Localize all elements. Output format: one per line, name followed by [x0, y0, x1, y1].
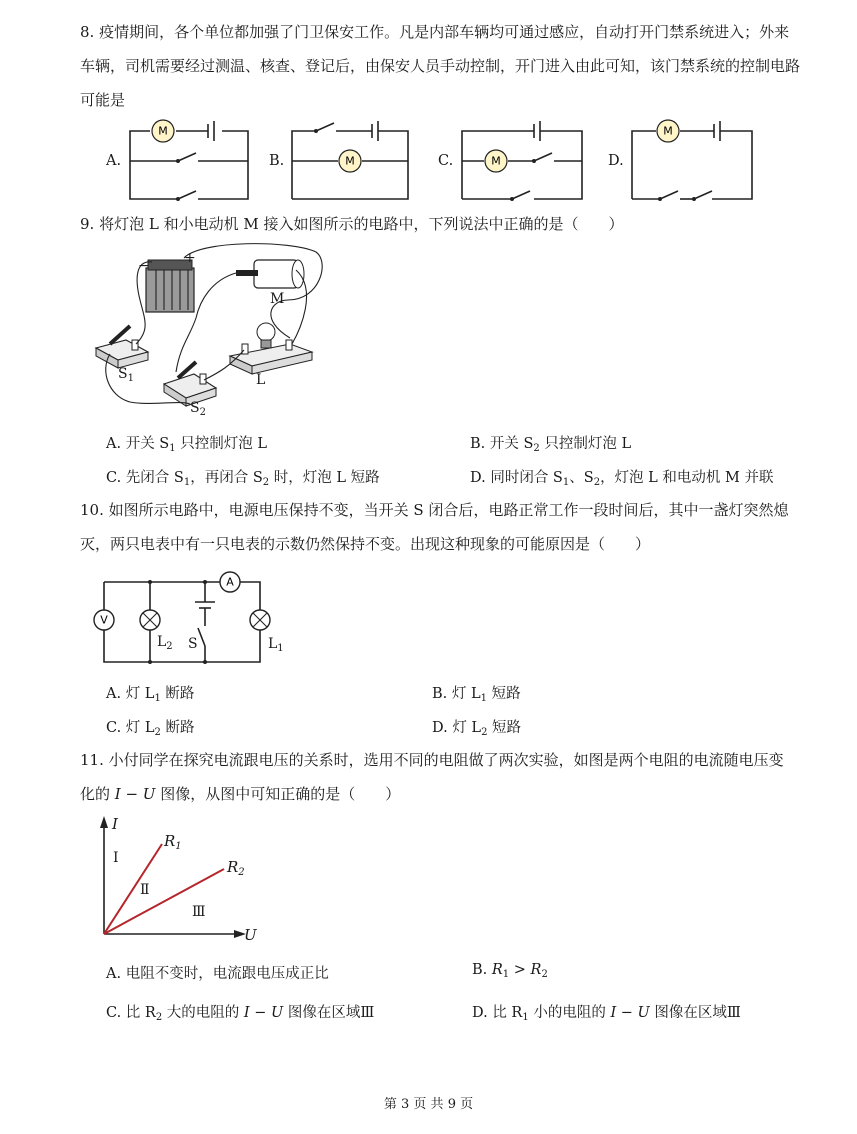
q11-r2-line	[104, 869, 224, 934]
q11-stem-line-1: 11. 小付同学在探究电流跟电压的关系时，选用不同的电阻做了两次实验，如图是两个电阻的电流随电压变	[80, 751, 784, 769]
q9-switch-s2-label: $S_2$	[190, 400, 206, 418]
q8-option-d-label: D.	[608, 153, 624, 169]
q10-lamp-l1-label: $L_1$	[268, 636, 284, 654]
svg-text:M: M	[663, 124, 673, 138]
q11-region-2-label: Ⅱ	[140, 882, 150, 898]
q9-battery-minus-label: −	[138, 258, 150, 274]
q10-switch-s-label: S	[188, 636, 198, 652]
q11-option-c: C. 比 $R_2$ 大的电阻的 I − U 图像在区域Ⅲ	[106, 1005, 375, 1023]
q8-option-a-label: A.	[106, 153, 122, 169]
q8-option-b-label: B.	[269, 153, 285, 169]
q9-motor-label: M	[270, 291, 285, 307]
q8-stem-line-2: 车辆，司机需要经过测温、核查、登记后，由保安人员手动控制，开门进入由此可知，该门禁系统的控制电路	[80, 57, 801, 75]
q11-r2-label: $R_2$	[227, 858, 245, 878]
q9-option-d: D. 同时闭合 $S_1$、$S_2$，灯泡 L 和电动机 M 并联	[470, 470, 774, 488]
q11-region-1-label: Ⅰ	[113, 850, 119, 866]
q10-voltmeter-label: V	[100, 613, 108, 627]
q11-r1-label: $R_1$	[164, 832, 182, 852]
q10-lamp-l2-label: $L_2$	[157, 634, 173, 652]
svg-text:M: M	[345, 154, 355, 168]
q10-option-a: A. 灯 $L_1$ 断路	[106, 686, 195, 704]
q10-ammeter-label: A	[226, 575, 234, 589]
q9-option-c: C. 先闭合 $S_1$，再闭合 $S_2$ 时，灯泡 L 短路	[106, 470, 380, 488]
q11-y-axis-label: I	[112, 815, 118, 833]
q10-option-d: D. 灯 $L_2$ 短路	[432, 720, 522, 738]
svg-text:M: M	[491, 154, 501, 168]
q10-stem-line-2: 灭，两只电表中有一只电表的示数仍然保持不变。出现这种现象的可能原因是（ ）	[80, 535, 651, 553]
q11-option-b: B. $R_1 > R_2$	[472, 962, 548, 980]
q10-option-c: C. 灯 $L_2$ 断路	[106, 720, 195, 738]
q11-stem-line-2: 化的 I − U 图像，从图中可知正确的是（ ）	[80, 785, 401, 803]
q8-stem-line-3: 可能是	[80, 91, 126, 109]
q10-stem-line-1: 10. 如图所示电路中，电源电压保持不变，当开关 S 闭合后，电路正常工作一段时间后，其中一盏灯突然熄	[80, 501, 789, 519]
svg-text:M: M	[158, 124, 168, 138]
q11-region-3-label: Ⅲ	[192, 904, 206, 920]
q9-option-a: A. 开关 $S_1$ 只控制灯泡 L	[106, 436, 267, 454]
q11-option-a: A. 电阻不变时，电流跟电压成正比	[106, 966, 329, 982]
q8-stem-line-1: 8. 疫情期间，各个单位都加强了门卫保安工作。凡是内部车辆均可通过感应，自动打开门禁系统进入；外来	[80, 23, 790, 41]
q9-stem: 9. 将灯泡 L 和小电动机 M 接入如图所示的电路中，下列说法中正确的是（ ）	[80, 215, 624, 233]
q9-lamp-label: L	[256, 372, 266, 388]
q9-switch-s1-label: $S_1$	[118, 366, 134, 384]
q11-x-axis-label: U	[244, 926, 257, 944]
q10-option-b: B. 灯 $L_1$ 短路	[432, 686, 521, 704]
q9-option-b: B. 开关 $S_2$ 只控制灯泡 L	[470, 436, 632, 454]
q8-option-c-label: C.	[438, 153, 454, 169]
q11-option-d: D. 比 $R_1$ 小的电阻的 I − U 图像在区域Ⅲ	[472, 1005, 741, 1023]
q9-battery-plus-label: +	[184, 250, 196, 266]
page-footer: 第 3 页 共 9 页	[383, 1097, 474, 1112]
